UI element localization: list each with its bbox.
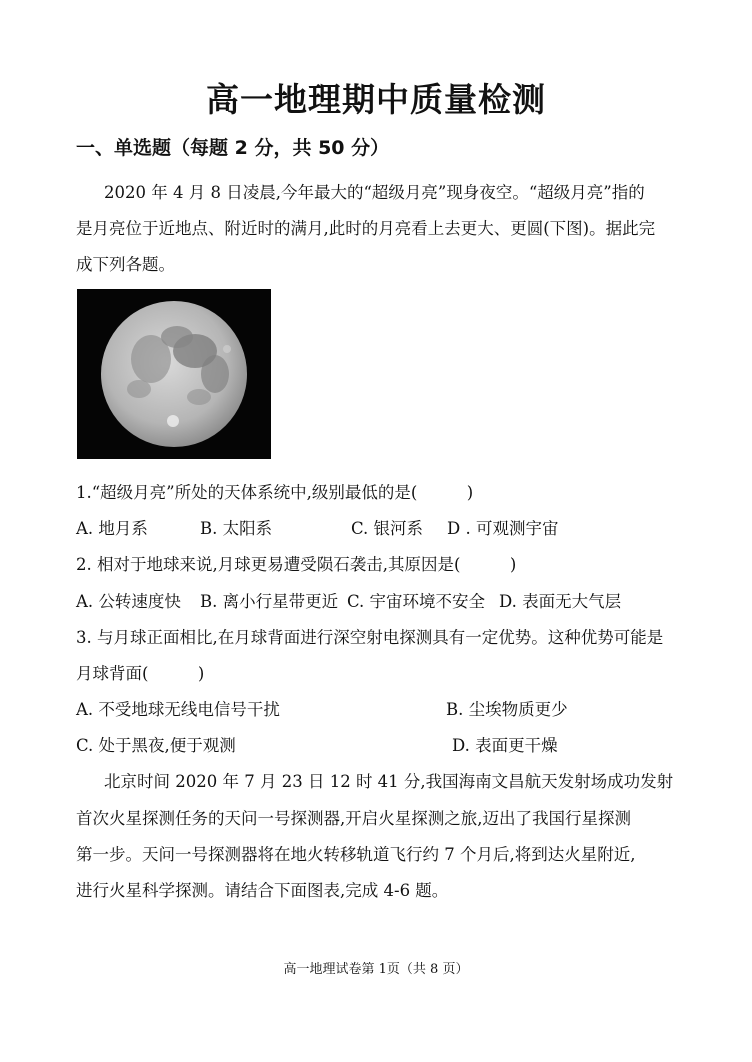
q3-option-b: B. 尘埃物质更少	[446, 700, 568, 719]
q1-option-c: C. 银河系	[351, 519, 424, 538]
passage1-line: 成下列各题。	[76, 255, 175, 274]
q3-stem-line: 3. 与月球正面相比,在月球背面进行深空射电探测具有一定优势。这种优势可能是	[76, 628, 664, 647]
q1-option-a: A. 地月系	[76, 519, 148, 538]
full-moon-photo-icon	[77, 289, 271, 459]
q2-option-d: D. 表面无大气层	[499, 592, 622, 611]
moon-figure	[77, 289, 271, 459]
q1-option-d: D . 可观测宇宙	[447, 519, 559, 538]
q1-option-b: B. 太阳系	[200, 519, 273, 538]
q3-option-a: A. 不受地球无线电信号干扰	[76, 700, 280, 719]
q2-option-a: A. 公转速度快	[76, 592, 181, 611]
section-header: 一、单选题（每题 2 分，共 50 分）	[76, 137, 390, 159]
q2-option-c: C. 宇宙环境不安全	[347, 592, 486, 611]
q2-option-b: B. 离小行星带更近	[200, 592, 339, 611]
q3-option-c: C. 处于黑夜,便于观测	[76, 736, 236, 755]
q3-stem-line: 月球背面( )	[76, 664, 205, 683]
passage1-line: 2020 年 4 月 8 日凌晨,今年最大的“超级月亮”现身夜空。“超级月亮”指的	[104, 183, 645, 202]
q1-stem: 1.“超级月亮”所处的天体系统中,级别最低的是( )	[76, 483, 474, 502]
page-title: 高一地理期中质量检测	[206, 80, 546, 119]
passage2-line: 第一步。天问一号探测器将在地火转移轨道飞行约 7 个月后,将到达火星附近,	[76, 845, 636, 864]
page-footer: 高一地理试卷第 1页（共 8 页）	[283, 962, 469, 977]
passage2-line: 进行火星科学探测。请结合下面图表,完成 4-6 题。	[76, 881, 449, 900]
q3-option-d: D. 表面更干燥	[452, 736, 558, 755]
passage2-line: 北京时间 2020 年 7 月 23 日 12 时 41 分,我国海南文昌航天发射场成功发射	[104, 772, 674, 791]
passage1-line: 是月亮位于近地点、附近时的满月,此时的月亮看上去更大、更圆(下图)。据此完	[76, 219, 656, 238]
passage2-line: 首次火星探测任务的天问一号探测器,开启火星探测之旅,迈出了我国行星探测	[76, 809, 631, 828]
q2-stem: 2. 相对于地球来说,月球更易遭受陨石袭击,其原因是( )	[76, 555, 517, 574]
